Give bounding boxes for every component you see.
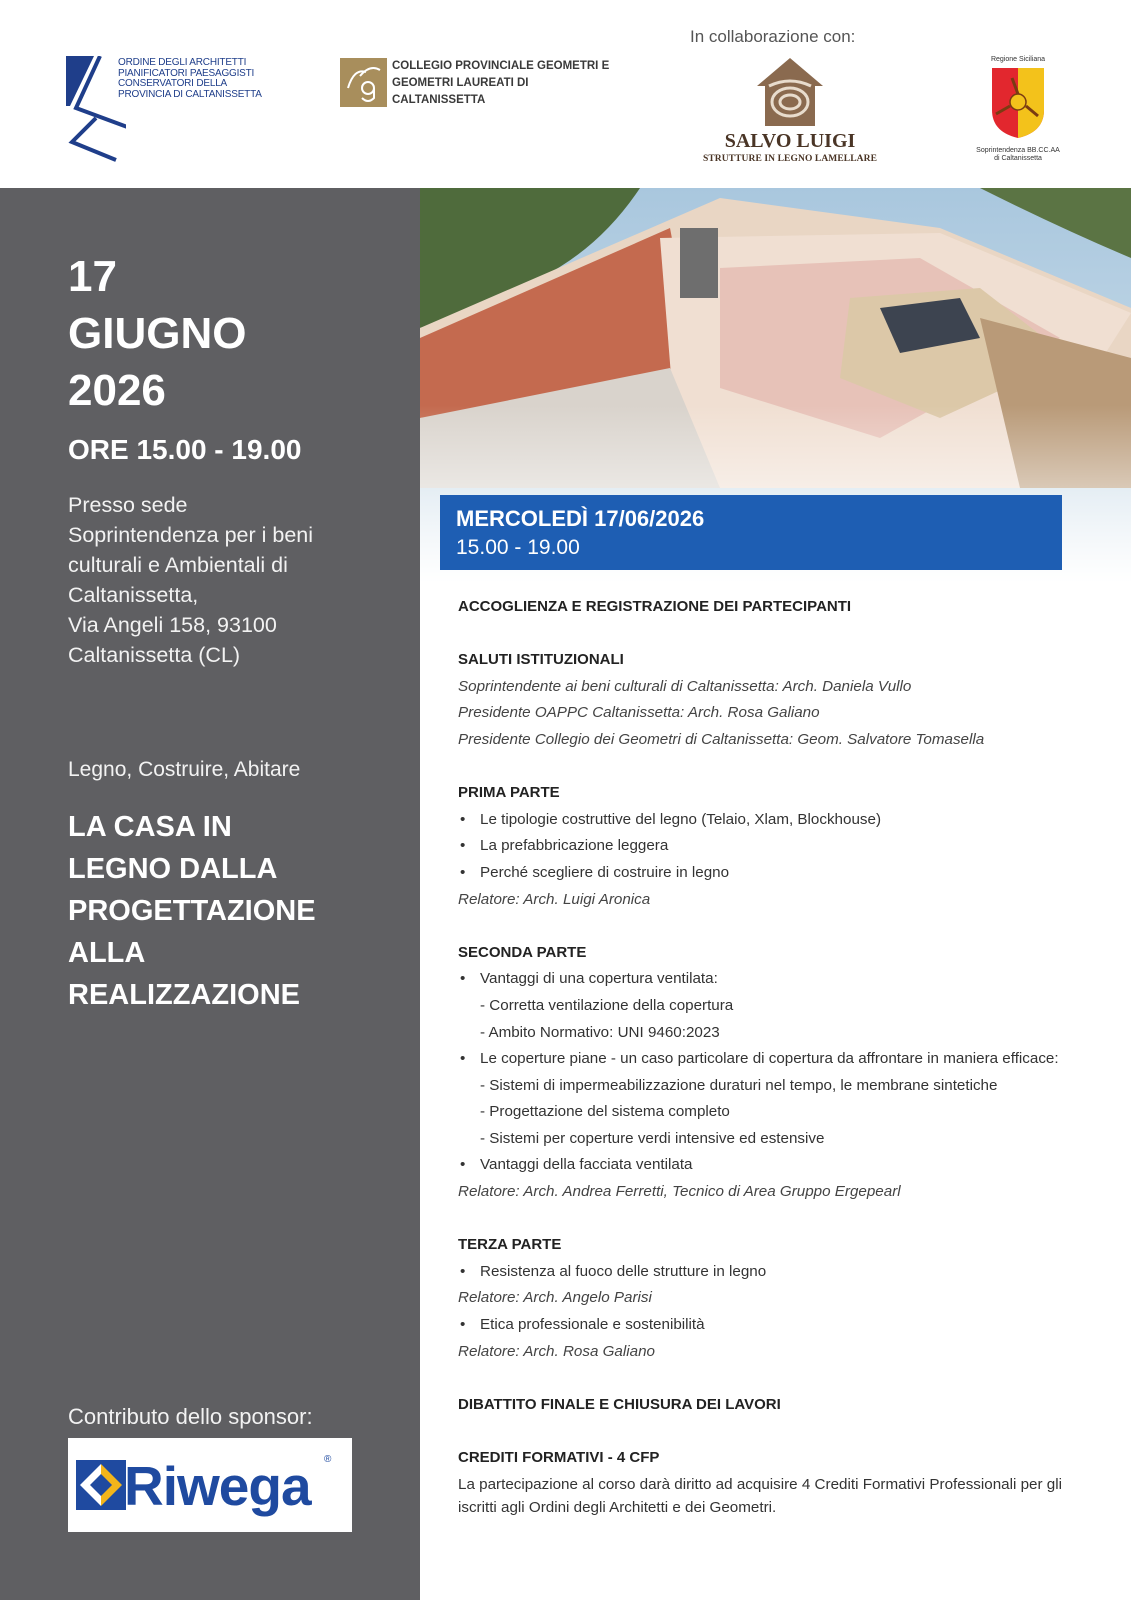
program-bullet: • Le coperture piane - un caso particolare di copertura da affrontare in maniera efficace: <box>458 1046 1062 1073</box>
program-credits-text: La partecipazione al corso darà diritto ad acquisire 4 Crediti Formativi Professionali per gli iscritti agli Ordini degli Architetti e dei Geometri. <box>458 1475 1062 1516</box>
program-speaker: Presidente Collegio dei Geometri di Caltanissetta: Geom. Salvatore Tomasella <box>458 730 985 748</box>
program-heading: ACCOGLIENZA E REGISTRAZIONE DEI PARTECIPANTI <box>458 598 852 615</box>
program-subitem: - Sistemi per coperture verdi intensive ed estensive <box>480 1129 825 1147</box>
program-subitem: - Corretta ventilazione della copertura <box>480 996 734 1014</box>
salvo-luigi-subtitle: STRUTTURE IN LEGNO LAMELLARE <box>702 154 878 164</box>
event-time: ORE 15.00 - 19.00 <box>68 434 302 465</box>
trinacria-shield-icon <box>988 66 1048 140</box>
riwega-logo <box>68 1438 352 1532</box>
program-speaker: Relatore: Arch. Angelo Parisi <box>458 1289 652 1307</box>
salvo-luigi-name: SALVO LUIGI <box>724 130 856 152</box>
program-bullet: • Vantaggi di una copertura ventilata: <box>458 966 1062 993</box>
event-date: 17 GIUGNO 2026 <box>68 252 247 415</box>
program-spacer <box>458 913 1062 940</box>
header-logos <box>0 0 1131 188</box>
regione-siciliana-logo <box>968 56 1068 166</box>
program-bullet: • Vantaggi della facciata ventilata <box>458 1152 1062 1179</box>
region-name: Regione Siciliana <box>990 56 1046 63</box>
region-office: Soprintendenza BB.CC.AA di Caltanissetta <box>976 147 1060 162</box>
program-spacer <box>458 1418 1062 1445</box>
program-subitem: - Progettazione del sistema completo <box>480 1103 730 1121</box>
program-heading: SALUTI ISTITUZIONALI <box>458 651 624 669</box>
session-day: MERCOLEDÌ 17/06/2026 <box>456 506 705 531</box>
program-heading: DIBATTITO FINALE E CHIUSURA DEI LAVORI <box>458 1395 781 1413</box>
oappc-logo <box>66 56 266 166</box>
session-date-band <box>440 495 1062 570</box>
program-speaker: Relatore: Arch. Andrea Ferretti, Tecnico di Area Gruppo Ergepearl <box>458 1183 901 1201</box>
event-title: LA CASA IN LEGNO DALLA PROGETTAZIONE ALLA REALIZZAZIONE <box>68 811 316 1011</box>
collab-label: In collaborazione con: <box>690 27 856 46</box>
program-bullet: • La prefabbricazione leggera <box>458 833 1062 860</box>
program-heading: PRIMA PARTE <box>458 784 560 802</box>
registered-mark: ® <box>324 1454 332 1465</box>
program-spacer <box>458 1206 1062 1233</box>
program-subitem: - Sistemi di impermeabilizzazione duraturi nel tempo, le membrane sintetiche <box>480 1076 998 1094</box>
program-heading: SECONDA PARTE <box>458 943 587 961</box>
cgp-logo <box>340 58 630 118</box>
program-heading: TERZA PARTE <box>458 1236 562 1254</box>
salvo-luigi-logo <box>690 56 890 166</box>
riwega-wordmark: Riwega <box>124 1455 311 1517</box>
program-speaker: Relatore: Arch. Luigi Aronica <box>458 890 651 908</box>
house-rings-icon <box>755 56 825 128</box>
sponsor-label: Contributo dello sponsor: <box>68 1404 313 1429</box>
program-speaker: Soprintendente ai beni culturali di Caltanissetta: Arch. Daniela Vullo <box>458 677 912 695</box>
program-spacer <box>458 621 1062 648</box>
program-speaker: Presidente OAPPC Caltanissetta: Arch. Rosa Galiano <box>458 704 820 722</box>
oappc-mark-icon <box>66 56 126 162</box>
program-bullet: • Perché scegliere di costruire in legno <box>458 860 1062 887</box>
session-time: 15.00 - 19.00 <box>456 536 580 559</box>
oappc-text: ORDINE DEGLI ARCHITETTI PIANIFICATORI PAESAGGISTI CONSERVATORI DELLA PROVINCIA DI CALTANISSETTA <box>118 57 262 100</box>
program-subitem: - Ambito Normativo: UNI 9460:2023 <box>480 1023 720 1041</box>
program-bullet: • Resistenza al fuoco delle strutture in legno <box>458 1259 1062 1286</box>
program-schedule <box>458 594 1062 1519</box>
event-venue: Presso sede Soprintendenza per i beni culturali e Ambientali di Caltanissetta, Via Angeli 158, 93100 Caltanissetta (CL) <box>68 493 314 667</box>
sidebar <box>0 188 420 1600</box>
program-bullet: • Etica professionale e sostenibilità <box>458 1312 1062 1339</box>
cgp-mark-icon <box>340 58 387 107</box>
program-heading: CREDITI FORMATIVI - 4 CFP <box>458 1449 660 1466</box>
cgp-text: COLLEGIO PROVINCIALE GEOMETRI E GEOMETRI LAUREATI DI CALTANISSETTA <box>392 60 610 106</box>
program-spacer <box>458 754 1062 781</box>
event-series: Legno, Costruire, Abitare <box>68 758 301 781</box>
program-speaker: Relatore: Arch. Rosa Galiano <box>458 1342 655 1360</box>
riwega-diamond-icon <box>76 1460 126 1510</box>
program-spacer <box>458 1365 1062 1392</box>
program-bullet: • Le tipologie costruttive del legno (Telaio, Xlam, Blockhouse) <box>458 807 1062 834</box>
